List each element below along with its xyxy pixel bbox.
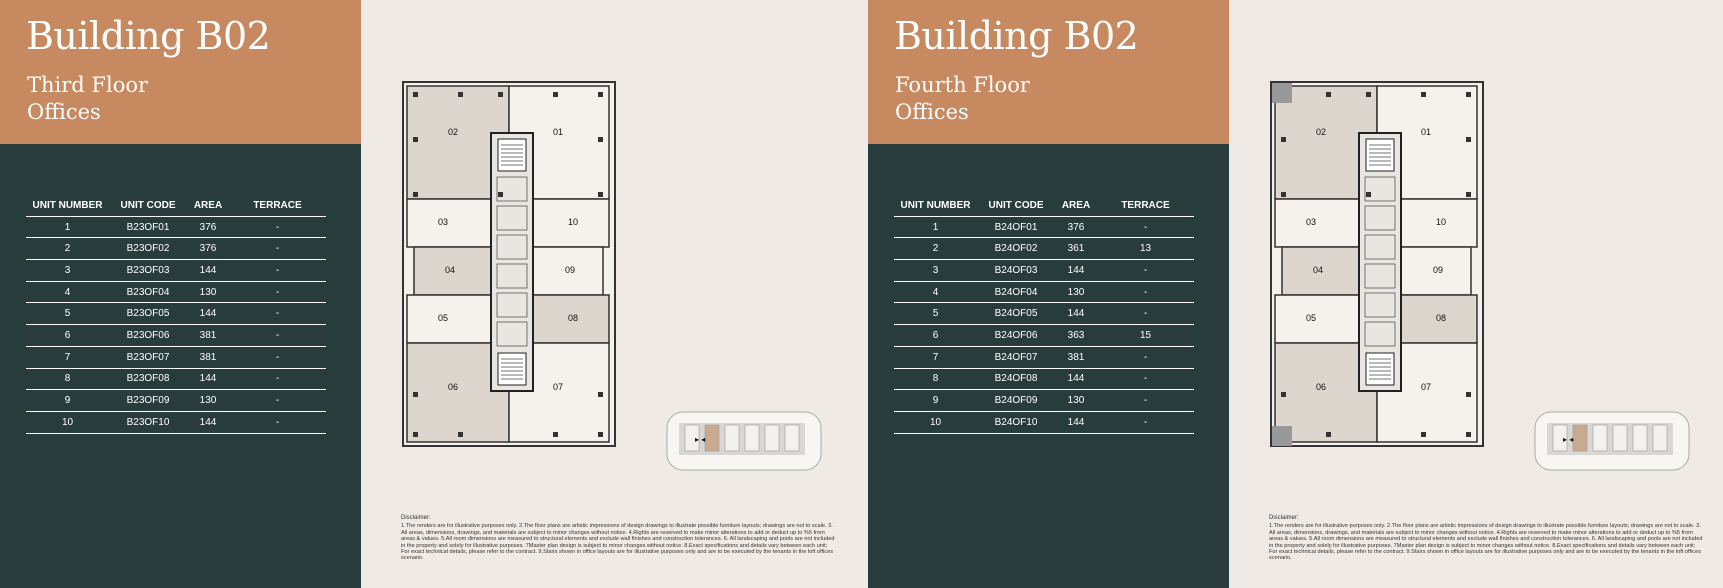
table-row [26,412,326,434]
table-cell: B24OF03 [994,264,1038,276]
table-cell: - [1143,308,1148,320]
use-type: Offices [27,100,101,124]
table-cell: 130 [1067,286,1085,298]
use-type: Offices [895,100,969,124]
table-row [26,390,326,412]
table-cell: 2 [64,243,71,255]
table-row [26,303,326,325]
key-plan [1533,408,1693,478]
table-cell: B23OF04 [126,286,170,298]
table-cell: B23OF02 [126,243,170,255]
table-cell: - [1143,395,1148,407]
table-cell: 363 [1067,329,1085,341]
table-cell: - [275,395,280,407]
service-core [1359,133,1401,391]
table-cell: B24OF05 [994,308,1038,320]
table-cell: 9 [932,395,939,407]
table-cell: 144 [1067,308,1085,320]
stair [1366,353,1394,385]
table-cell: 130 [199,395,217,407]
table-cell: - [275,286,280,298]
plan-unit-label: 08 [567,313,579,323]
table-cell: B24OF06 [994,329,1038,341]
table-cell: 6 [932,329,939,341]
plan-unit-label: 02 [447,127,459,137]
table-cell: 144 [1067,373,1085,385]
service-core [491,133,533,391]
plan-unit-label: 01 [1420,127,1432,137]
table-cell: 144 [199,373,217,385]
table-cell: B23OF08 [126,373,170,385]
plan-unit-label: 07 [1420,382,1432,392]
disclaimer-text: 1.The renders are for illustrative purposes only. 2.The floor plans are artistic impressions of design drawings to illustrate possible furniture layouts; drawings are not to scale. 3. All areas, dimensions, drawings, and materials are subject to minor changes without notice. 4.Rights are reserved to make minor alterations to add or deduct up to %5 from areas & values. 5.All room dimensions are measured to structural elements and exclude wall finishes and construction tolerances. 6. All landscaping and pools are not included in the property and solely for illustrative purposes. 7Master plan design is subject to minor changes without notice. 8.Exact specifications and details vary between each unit; For exact technical details, please refer to the contract. 9.Stairs shown in office layouts are for illustrative purposes only and are to be executed by the tenants in the loft offices scenario. [401,523,835,562]
table-cell: - [275,243,280,255]
table-header [26,195,326,217]
plan-unit-label: 10 [1435,217,1447,227]
plan-unit-label: 10 [567,217,579,227]
table-cell: - [275,329,280,341]
floor-plan [1266,77,1488,451]
table-cell: B23OF10 [126,416,170,428]
brochure-page [868,0,1723,588]
location-marker-icon: ▸ ◂ [1563,435,1574,444]
table-row [894,390,1194,412]
plan-unit-label: 09 [564,265,576,275]
table-cell: 144 [199,416,217,428]
plan-unit-label: 05 [1305,313,1317,323]
table-cell: B24OF10 [994,416,1038,428]
floor-plan [398,77,620,451]
table-cell: 5 [64,308,71,320]
location-marker-icon: ▸ ◂ [695,435,706,444]
floor-name: Fourth Floor [895,73,1030,97]
table-cell: - [275,416,280,428]
table-cell: 4 [64,286,71,298]
column-header: AREA [193,199,223,211]
plan-unit-label: 07 [552,382,564,392]
table-cell: 376 [199,243,217,255]
table-cell: 10 [929,416,942,428]
table-row [894,282,1194,304]
table-cell: 381 [1067,351,1085,363]
terrace [1272,426,1292,446]
plan-unit-label: 02 [1315,127,1327,137]
info-panel [868,0,1229,588]
plan-area [1229,0,1723,588]
table-row [894,412,1194,434]
terrace [1272,83,1292,103]
table-row [894,217,1194,239]
floor-name: Third Floor [27,73,149,97]
table-row [26,347,326,369]
table-cell: - [275,351,280,363]
column-header: TERRACE [1121,199,1170,211]
plan-unit[interactable] [407,199,491,247]
key-plan [665,408,825,478]
plan-unit-label: 08 [1435,313,1447,323]
table-cell: 10 [61,416,74,428]
stair [1366,139,1394,171]
disclaimer [401,515,836,562]
table-row [894,369,1194,391]
table-cell: 144 [1067,264,1085,276]
plan-unit-label: 05 [437,313,449,323]
table-cell: B23OF05 [126,308,170,320]
table-row [26,369,326,391]
table-cell: 4 [932,286,939,298]
table-cell: B23OF01 [126,221,170,233]
table-cell: 7 [932,351,939,363]
table-cell: - [275,221,280,233]
table-cell: B23OF03 [126,264,170,276]
table-row [26,282,326,304]
building-title: Building B02 [894,14,1139,58]
plan-unit[interactable] [407,295,491,343]
table-cell: - [1143,351,1148,363]
table-cell: 381 [199,351,217,363]
table-cell: - [275,373,280,385]
table-row [894,260,1194,282]
column-header: UNIT NUMBER [32,199,103,211]
table-cell: - [1143,221,1148,233]
table-cell: - [1143,416,1148,428]
disclaimer-text: 1.The renders are for illustrative purposes only. 2.The floor plans are artistic impressions of design drawings to illustrate possible furniture layouts; drawings are not to scale. 3. All areas, dimensions, drawings, and materials are subject to minor changes without notice. 4.Rights are reserved to make minor alterations to add or deduct up to %5 from areas & values. 5.All room dimensions are measured to structural elements and exclude wall finishes and construction tolerances. 6. All landscaping and pools are not included in the property and solely for illustrative purposes. 7Master plan design is subject to minor changes without notice. 8.Exact specifications and details vary between each unit; For exact technical details, please refer to the contract. 9.Stairs shown in office layouts are for illustrative purposes only and are to be executed by the tenants in the loft offices scenario. [1269,523,1703,562]
table-cell: 9 [64,395,71,407]
plan-area [361,0,861,588]
stair [498,139,526,171]
table-cell: B24OF08 [994,373,1038,385]
plan-unit-label: 04 [1312,265,1324,275]
table-cell: 2 [932,243,939,255]
table-cell: 15 [1139,329,1152,341]
table-row [894,347,1194,369]
column-header: UNIT CODE [988,199,1044,211]
table-cell: 376 [199,221,217,233]
plan-unit-label: 09 [1432,265,1444,275]
floor-subtitle [27,72,148,126]
table-cell: B23OF06 [126,329,170,341]
column-header: UNIT CODE [120,199,176,211]
brochure-page [0,0,861,588]
table-cell: 3 [64,264,71,276]
plan-unit-label: 06 [1315,382,1327,392]
table-cell: 7 [64,351,71,363]
plan-unit-label: 03 [1305,217,1317,227]
stair [498,353,526,385]
table-row [26,238,326,260]
table-cell: 130 [1067,395,1085,407]
plan-unit-label: 01 [552,127,564,137]
table-cell: B24OF01 [994,221,1038,233]
disclaimer [1269,515,1704,562]
plan-unit-label: 03 [437,217,449,227]
table-cell: - [275,308,280,320]
table-row [26,217,326,239]
floor-subtitle [895,72,1030,126]
table-cell: 3 [932,264,939,276]
table-row [894,238,1194,260]
table-cell: 8 [932,373,939,385]
table-cell: B23OF09 [126,395,170,407]
table-cell: 361 [1067,243,1085,255]
table-cell: 130 [199,286,217,298]
table-cell: B24OF04 [994,286,1038,298]
info-panel [0,0,361,588]
table-cell: - [1143,286,1148,298]
table-cell: B23OF07 [126,351,170,363]
title-header [0,0,361,144]
table-cell: 144 [1067,416,1085,428]
column-header: TERRACE [253,199,302,211]
table-row [26,260,326,282]
disclaimer-title: Disclaimer: [401,515,431,521]
plan-unit[interactable] [1275,199,1359,247]
table-cell: B24OF07 [994,351,1038,363]
table-cell: 144 [199,308,217,320]
title-header [868,0,1229,144]
table-cell: - [275,264,280,276]
unit-table [894,195,1194,434]
table-cell: 8 [64,373,71,385]
plan-unit-label: 04 [444,265,456,275]
table-cell: 6 [64,329,71,341]
table-row [894,325,1194,347]
disclaimer-title: Disclaimer: [1269,515,1299,521]
table-cell: 13 [1139,243,1152,255]
table-cell: - [1143,373,1148,385]
table-row [894,303,1194,325]
table-cell: 1 [932,221,939,233]
table-cell: 144 [199,264,217,276]
column-header: UNIT NUMBER [900,199,971,211]
plan-unit-label: 06 [447,382,459,392]
table-cell: 1 [64,221,71,233]
table-cell: B24OF02 [994,243,1038,255]
table-cell: B24OF09 [994,395,1038,407]
unit-table [26,195,326,434]
table-row [26,325,326,347]
table-header [894,195,1194,217]
column-header: AREA [1061,199,1091,211]
table-cell: - [1143,264,1148,276]
table-cell: 5 [932,308,939,320]
plan-unit[interactable] [1275,295,1359,343]
building-title: Building B02 [26,14,271,58]
table-cell: 376 [1067,221,1085,233]
table-cell: 381 [199,329,217,341]
